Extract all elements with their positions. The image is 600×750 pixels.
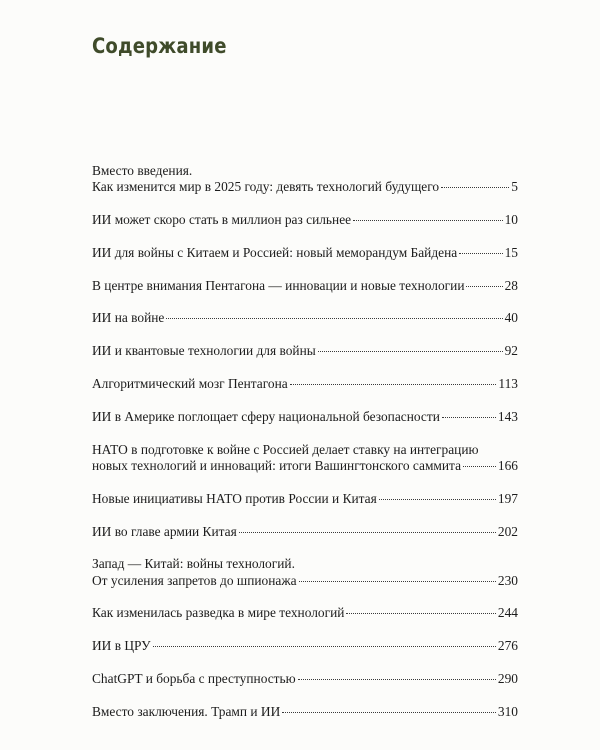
toc-page-number: 143 bbox=[497, 408, 518, 424]
toc-entry-title: ИИ может скоро стать в миллион раз сильнее bbox=[92, 212, 352, 228]
toc-entry-title: ИИ в Америке поглощает сферу национальной безопасности bbox=[92, 408, 440, 424]
toc-page-number: 276 bbox=[497, 638, 518, 654]
toc-entry bbox=[92, 409, 518, 425]
toc-entry-title: ИИ во главе армии Китая bbox=[92, 523, 237, 539]
toc-entry-main-line bbox=[92, 409, 518, 425]
dot-leader bbox=[318, 351, 503, 352]
toc-page-number: 310 bbox=[497, 703, 518, 719]
toc-entry-title: ChatGPT и борьба с преступностью bbox=[92, 671, 296, 687]
toc-entry-main-line bbox=[92, 524, 518, 540]
toc-entry-main-line bbox=[92, 245, 518, 261]
toc-page-number: 40 bbox=[504, 310, 518, 326]
toc-page-number: 197 bbox=[497, 490, 518, 506]
toc-entry bbox=[92, 524, 518, 540]
dot-leader bbox=[298, 679, 496, 680]
dot-leader bbox=[346, 613, 495, 614]
toc-entry-title-line: Запад — Китай: войны технологий. bbox=[92, 556, 295, 572]
toc-page-number: 15 bbox=[504, 244, 518, 260]
toc-entry-main-line bbox=[92, 605, 518, 621]
dot-leader bbox=[290, 384, 497, 385]
toc-entry bbox=[92, 376, 518, 392]
toc-entry-main-line bbox=[92, 278, 518, 294]
dot-leader bbox=[239, 532, 496, 533]
dot-leader bbox=[299, 581, 496, 582]
toc-entry-main-line bbox=[92, 573, 518, 589]
toc-page-number: 113 bbox=[498, 376, 518, 392]
toc-entry bbox=[92, 638, 518, 654]
toc-page-number: 28 bbox=[504, 277, 518, 293]
dot-leader bbox=[379, 499, 496, 500]
toc-page-number: 290 bbox=[497, 671, 518, 687]
toc-entry-title-line: НАТО в подготовке к войне с Россией делает ставку на интеграцию bbox=[92, 441, 479, 457]
toc-entry bbox=[92, 704, 518, 720]
toc-entry-title: ИИ для войны с Китаем и Россией: новый меморандум Байдена bbox=[92, 244, 458, 260]
toc-entry bbox=[92, 671, 518, 687]
page-title: Содержание bbox=[92, 34, 227, 58]
toc-entry bbox=[92, 212, 518, 228]
toc-entry-title: От усиления запретов до шпионажа bbox=[92, 572, 297, 588]
dot-leader bbox=[153, 646, 496, 647]
toc-page-number: 244 bbox=[497, 605, 518, 621]
toc-page-number: 230 bbox=[497, 572, 518, 588]
toc-entry bbox=[92, 556, 518, 589]
dot-leader bbox=[166, 318, 502, 319]
toc-entry-title: Как изменится мир в 2025 году: девять технологий будущего bbox=[92, 179, 440, 195]
dot-leader bbox=[442, 417, 496, 418]
toc-entry bbox=[92, 163, 518, 196]
toc-entry-title: Как изменилась разведка в мире технологий bbox=[92, 605, 345, 621]
toc-page-number: 166 bbox=[497, 457, 518, 473]
toc-page-number: 10 bbox=[504, 212, 518, 228]
toc-entry-title-line: Вместо введения. bbox=[92, 163, 193, 178]
dot-leader bbox=[463, 466, 496, 467]
table-of-contents bbox=[92, 163, 518, 737]
toc-entry-main-line bbox=[92, 212, 518, 228]
toc-entry-main-line bbox=[92, 458, 518, 474]
toc-page-number: 92 bbox=[504, 343, 518, 359]
toc-entry-main-line bbox=[92, 491, 518, 507]
toc-page-number: 202 bbox=[497, 523, 518, 539]
dot-leader bbox=[459, 253, 502, 254]
toc-page-number: 5 bbox=[511, 179, 518, 195]
toc-entry bbox=[92, 245, 518, 261]
toc-entry-main-line bbox=[92, 310, 518, 326]
toc-entry-main-line bbox=[92, 376, 518, 392]
toc-entry-title: новых технологий и инноваций: итоги Вашингтонского саммита bbox=[92, 457, 462, 473]
toc-entry-main-line bbox=[92, 638, 518, 654]
toc-entry-title: Вместо заключения. Трамп и ИИ bbox=[92, 703, 281, 719]
toc-entry-main-line bbox=[92, 671, 518, 687]
dot-leader bbox=[353, 220, 503, 221]
dot-leader bbox=[441, 187, 509, 188]
toc-entry bbox=[92, 491, 518, 507]
toc-entry-title: ИИ на войне bbox=[92, 310, 165, 326]
toc-entry-title: Алгоритмический мозг Пентагона bbox=[92, 376, 288, 392]
toc-entry bbox=[92, 442, 518, 475]
toc-entry-title: Новые инициативы НАТО против России и Китая bbox=[92, 490, 377, 506]
toc-entry-title: В центре внимания Пентагона — инновации и новые технологии bbox=[92, 277, 465, 293]
toc-entry-main-line bbox=[92, 343, 518, 359]
toc-entry bbox=[92, 605, 518, 621]
toc-entry bbox=[92, 310, 518, 326]
toc-entry bbox=[92, 278, 518, 294]
toc-entry-title: ИИ в ЦРУ bbox=[92, 638, 151, 654]
toc-entry-main-line bbox=[92, 179, 518, 195]
toc-entry bbox=[92, 343, 518, 359]
toc-entry-title: ИИ и квантовые технологии для войны bbox=[92, 343, 316, 359]
dot-leader bbox=[282, 712, 496, 713]
toc-entry-main-line bbox=[92, 704, 518, 720]
dot-leader bbox=[466, 286, 502, 287]
